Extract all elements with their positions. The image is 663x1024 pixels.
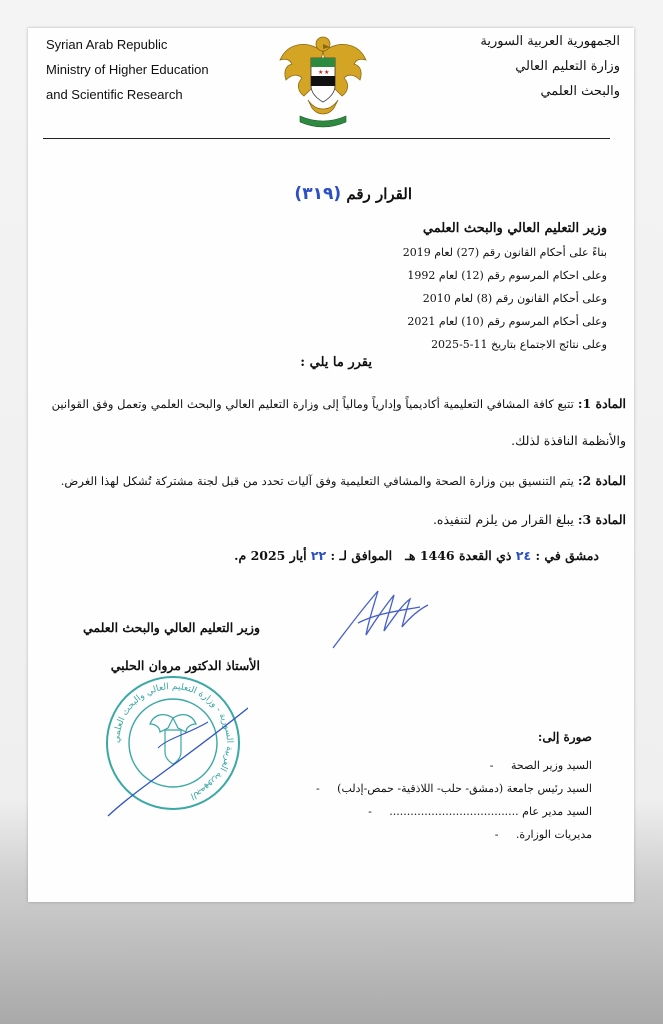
- copies-heading: صورة إلى:: [537, 730, 592, 744]
- copies-item-4-text: مديريات الوزارة.: [515, 828, 592, 841]
- date-prefix: دمشق في :: [535, 548, 599, 563]
- date-greg-rest: أيار 2025 م.: [234, 548, 307, 563]
- article-1-label: المادة 1:: [577, 396, 626, 411]
- date-corresponding: الموافق لـ :: [330, 548, 393, 563]
- copies-item-1: السيد وزير الصحة -: [489, 759, 592, 772]
- header-ar-line3: والبحث العلمي: [540, 84, 620, 99]
- article-1-continued: والأنظمة النافذة لذلك.: [511, 433, 626, 448]
- date-line: [234, 548, 599, 563]
- article-1: [36, 396, 626, 411]
- article-1-text: تتبع كافة المشافي التعليمية أكاديمياً وإدارياً ومالياً إلى وزارة التعليم العالي والبحث العلمي وتعمل وفق القوانين: [51, 397, 574, 411]
- header-divider: [43, 138, 610, 139]
- eagle-emblem-icon: [278, 30, 368, 130]
- svg-text:★: ★: [318, 69, 324, 76]
- copies-item-4: مديريات الوزارة. -: [494, 828, 592, 841]
- copies-item-2: السيد رئيس جامعة (دمشق- حلب- اللاذقية- حمص-إدلب) -: [315, 782, 592, 795]
- header-ar-line2: وزارة التعليم العالي: [515, 59, 620, 74]
- preamble-minister: وزير التعليم العالي والبحث العلمي: [422, 221, 607, 236]
- svg-text:الجمهورية العربية السورية - وز: [112, 682, 234, 801]
- signatory-title: وزير التعليم العالي والبحث العلمي: [82, 620, 260, 635]
- official-stamp: [98, 668, 248, 818]
- preamble-item-5: وعلى نتائج الاجتماع بتاريخ 11-5-2025: [431, 338, 607, 351]
- preamble-item-4: وعلى أحكام المرسوم رقم (10) لعام 2021: [407, 315, 607, 328]
- header-en-line2: Ministry of Higher Education: [46, 62, 209, 77]
- preamble-decides: يقرر ما يلي :: [300, 355, 372, 370]
- svg-text:★: ★: [324, 69, 330, 76]
- preamble-item-3: وعلى أحكام القانون رقم (8) لعام 2010: [422, 292, 607, 305]
- date-hijri-day: ٢٤: [515, 548, 532, 563]
- article-3: [433, 512, 626, 527]
- decision-title-label: القرار رقم: [346, 185, 412, 203]
- copies-item-3-text: السيد مدير عام .....................................: [389, 805, 592, 818]
- date-hijri-rest: ذي القعدة 1446 هـ: [405, 548, 512, 563]
- header-en-line3: and Scientific Research: [46, 87, 183, 102]
- minister-signature: [328, 583, 438, 653]
- date-greg-day: ٢٢: [310, 548, 327, 563]
- preamble-item-2: وعلى احكام المرسوم رقم (12) لعام 1992: [407, 269, 607, 282]
- article-2: [36, 473, 626, 488]
- document-page: [28, 28, 634, 902]
- article-2-text: يتم التنسيق بين وزارة الصحة والمشافي التعليمية وفق آليات تحدد من قبل لجنة مشتركة تُشكل لهذا الغرض.: [60, 474, 574, 488]
- preamble-item-1: بناءً على أحكام القانون رقم (27) لعام 2019: [402, 246, 607, 259]
- stamp-text: الجمهورية العربية السورية - وزارة التعليم العالي والبحث العلمي: [111, 681, 235, 801]
- copies-item-1-text: السيد وزير الصحة: [510, 759, 592, 772]
- decision-title: [294, 184, 412, 204]
- decision-number: (٣١٩): [294, 184, 342, 204]
- header-en-line1: Syrian Arab Republic: [46, 37, 168, 52]
- article-3-text: يبلغ القرار من يلزم لتنفيذه.: [432, 512, 574, 527]
- copies-item-3: السيد مدير عام ..................................... -: [368, 805, 592, 818]
- signatory-name: الأستاذ الدكتور مروان الحلبي: [110, 658, 260, 673]
- copies-item-2-text: السيد رئيس جامعة (دمشق- حلب- اللاذقية- حمص-إدلب): [337, 782, 592, 795]
- header-ar-line1: الجمهورية العربية السورية: [480, 34, 620, 49]
- article-2-label: المادة 2:: [577, 473, 626, 488]
- article-3-label: المادة 3:: [577, 512, 626, 527]
